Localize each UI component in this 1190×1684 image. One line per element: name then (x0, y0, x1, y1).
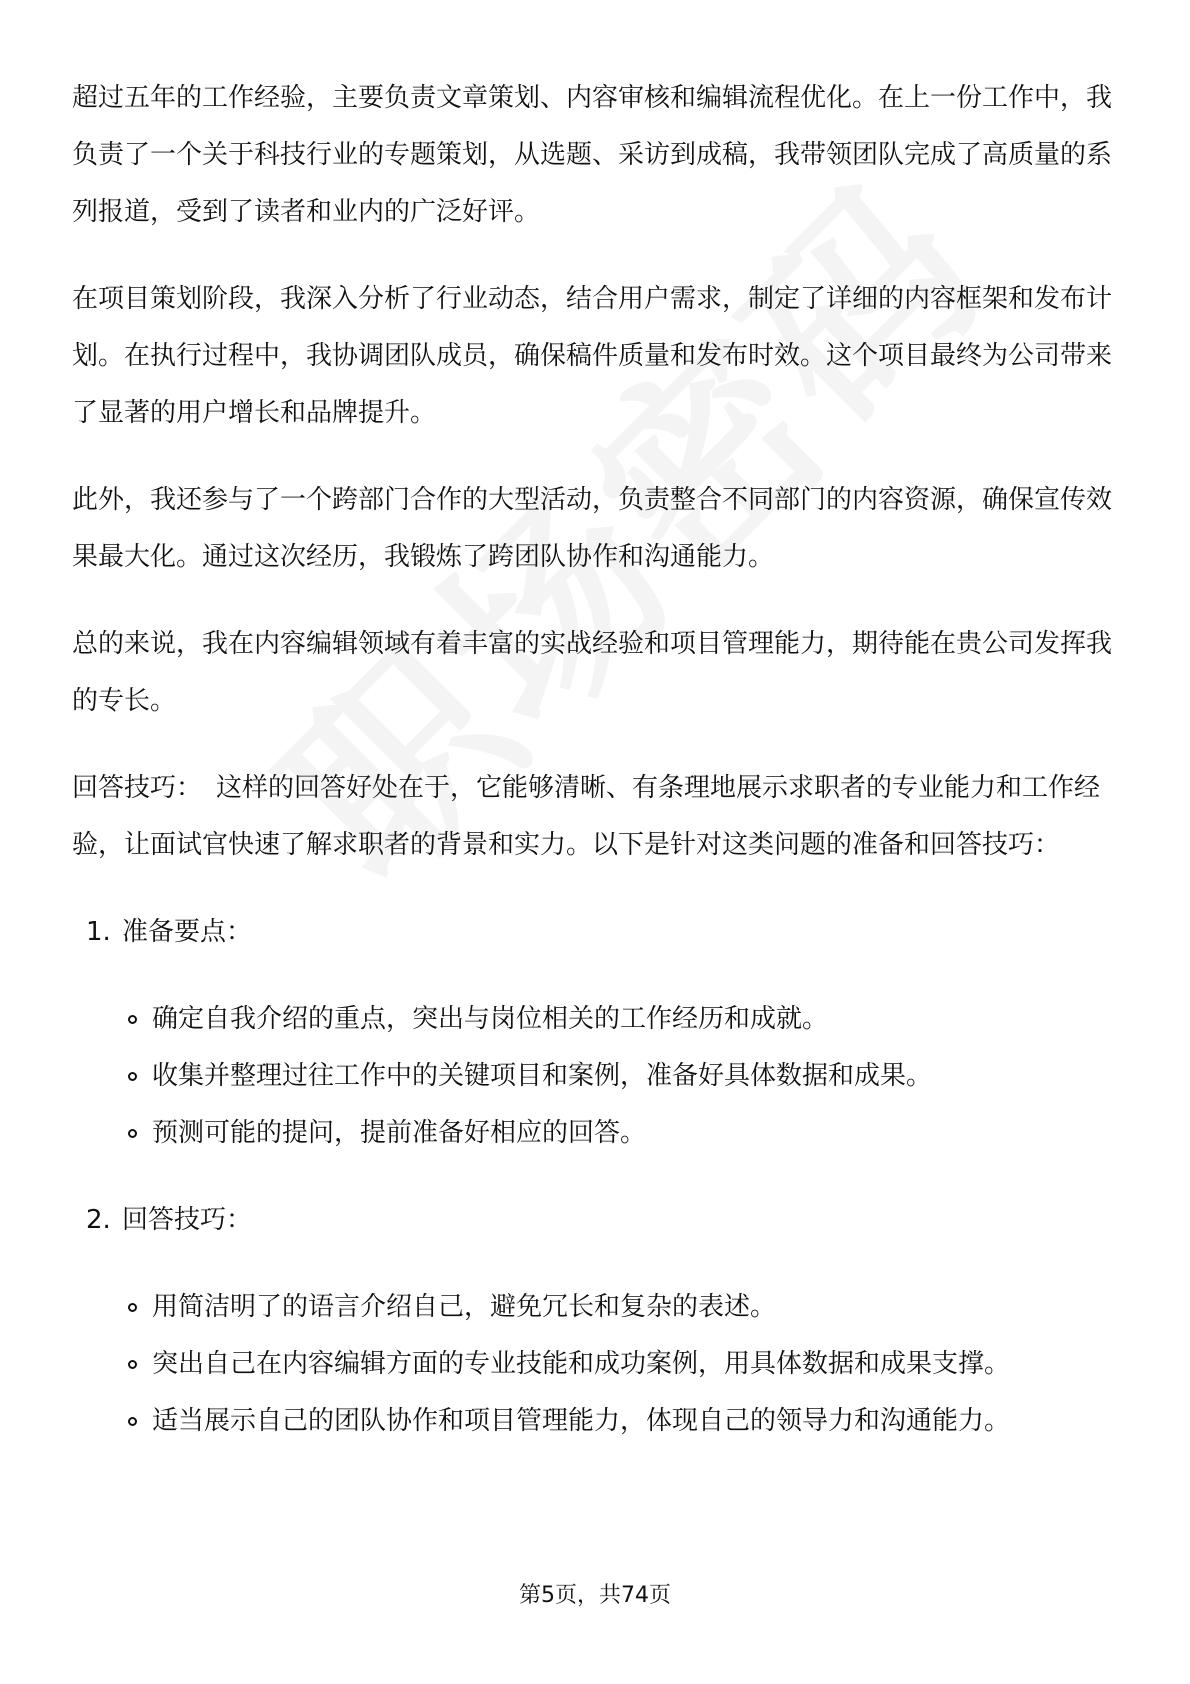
tips-label: 回答技巧： (72, 773, 203, 803)
list-item: 收集并整理过往工作中的关键项目和案例，准备好具体数据和成果。 (152, 1048, 1122, 1105)
section-number: 2. (86, 1205, 111, 1235)
bullet-list (72, 1279, 1122, 1450)
section-title: 回答技巧： (122, 1205, 253, 1235)
numbered-section (72, 904, 1122, 1162)
list-item: 适当展示自己的团队协作和项目管理能力，体现自己的领导力和沟通能力。 (152, 1393, 1122, 1450)
page-footer: 第5页，共74页 (519, 1583, 671, 1608)
paragraph: 在项目策划阶段，我深入分析了行业动态，结合用户需求，制定了详细的内容框架和发布计划。在执行过程中，我协调团队成员，确保稿件质量和发布时效。这个项目最终为公司带来了显著的用户增长和品牌提升。 (72, 284, 1113, 428)
list-item: 突出自己在内容编辑方面的专业技能和成功案例，用具体数据和成果支撑。 (152, 1336, 1122, 1393)
paragraph: 超过五年的工作经验，主要负责文章策划、内容审核和编辑流程优化。在上一份工作中，我负责了一个关于科技行业的专题策划，从选题、采访到成稿，我带领团队完成了高质量的系列报道，受到了读者和业内的广泛好评。 (72, 83, 1113, 227)
numbered-section (72, 1192, 1122, 1450)
section-heading (86, 1192, 1122, 1249)
paragraph: 此外，我还参与了一个跨部门合作的大型活动，负责整合不同部门的内容资源，确保宣传效果最大化。通过这次经历，我锻炼了跨团队协作和沟通能力。 (72, 485, 1113, 572)
section-title: 准备要点： (122, 917, 253, 947)
page-content (72, 70, 1122, 1480)
list-item: 预测可能的提问，提前准备好相应的回答。 (152, 1105, 1122, 1162)
tips-text: 这样的回答好处在于，它能够清晰、有条理地展示求职者的专业能力和工作经验，让面试官快速了解求职者的背景和实力。以下是针对这类问题的准备和回答技巧： (72, 773, 1101, 860)
section-heading (86, 904, 1122, 961)
paragraph: 总的来说，我在内容编辑领域有着丰富的实战经验和项目管理能力，期待能在贵公司发挥我的专长。 (72, 629, 1113, 716)
list-item: 确定自我介绍的重点，突出与岗位相关的工作经历和成就。 (152, 991, 1122, 1048)
list-item: 用简洁明了的语言介绍自己，避免冗长和复杂的表述。 (152, 1279, 1122, 1336)
section-number: 1. (86, 917, 111, 947)
bullet-list (72, 991, 1122, 1162)
tips-paragraph (72, 760, 1122, 874)
